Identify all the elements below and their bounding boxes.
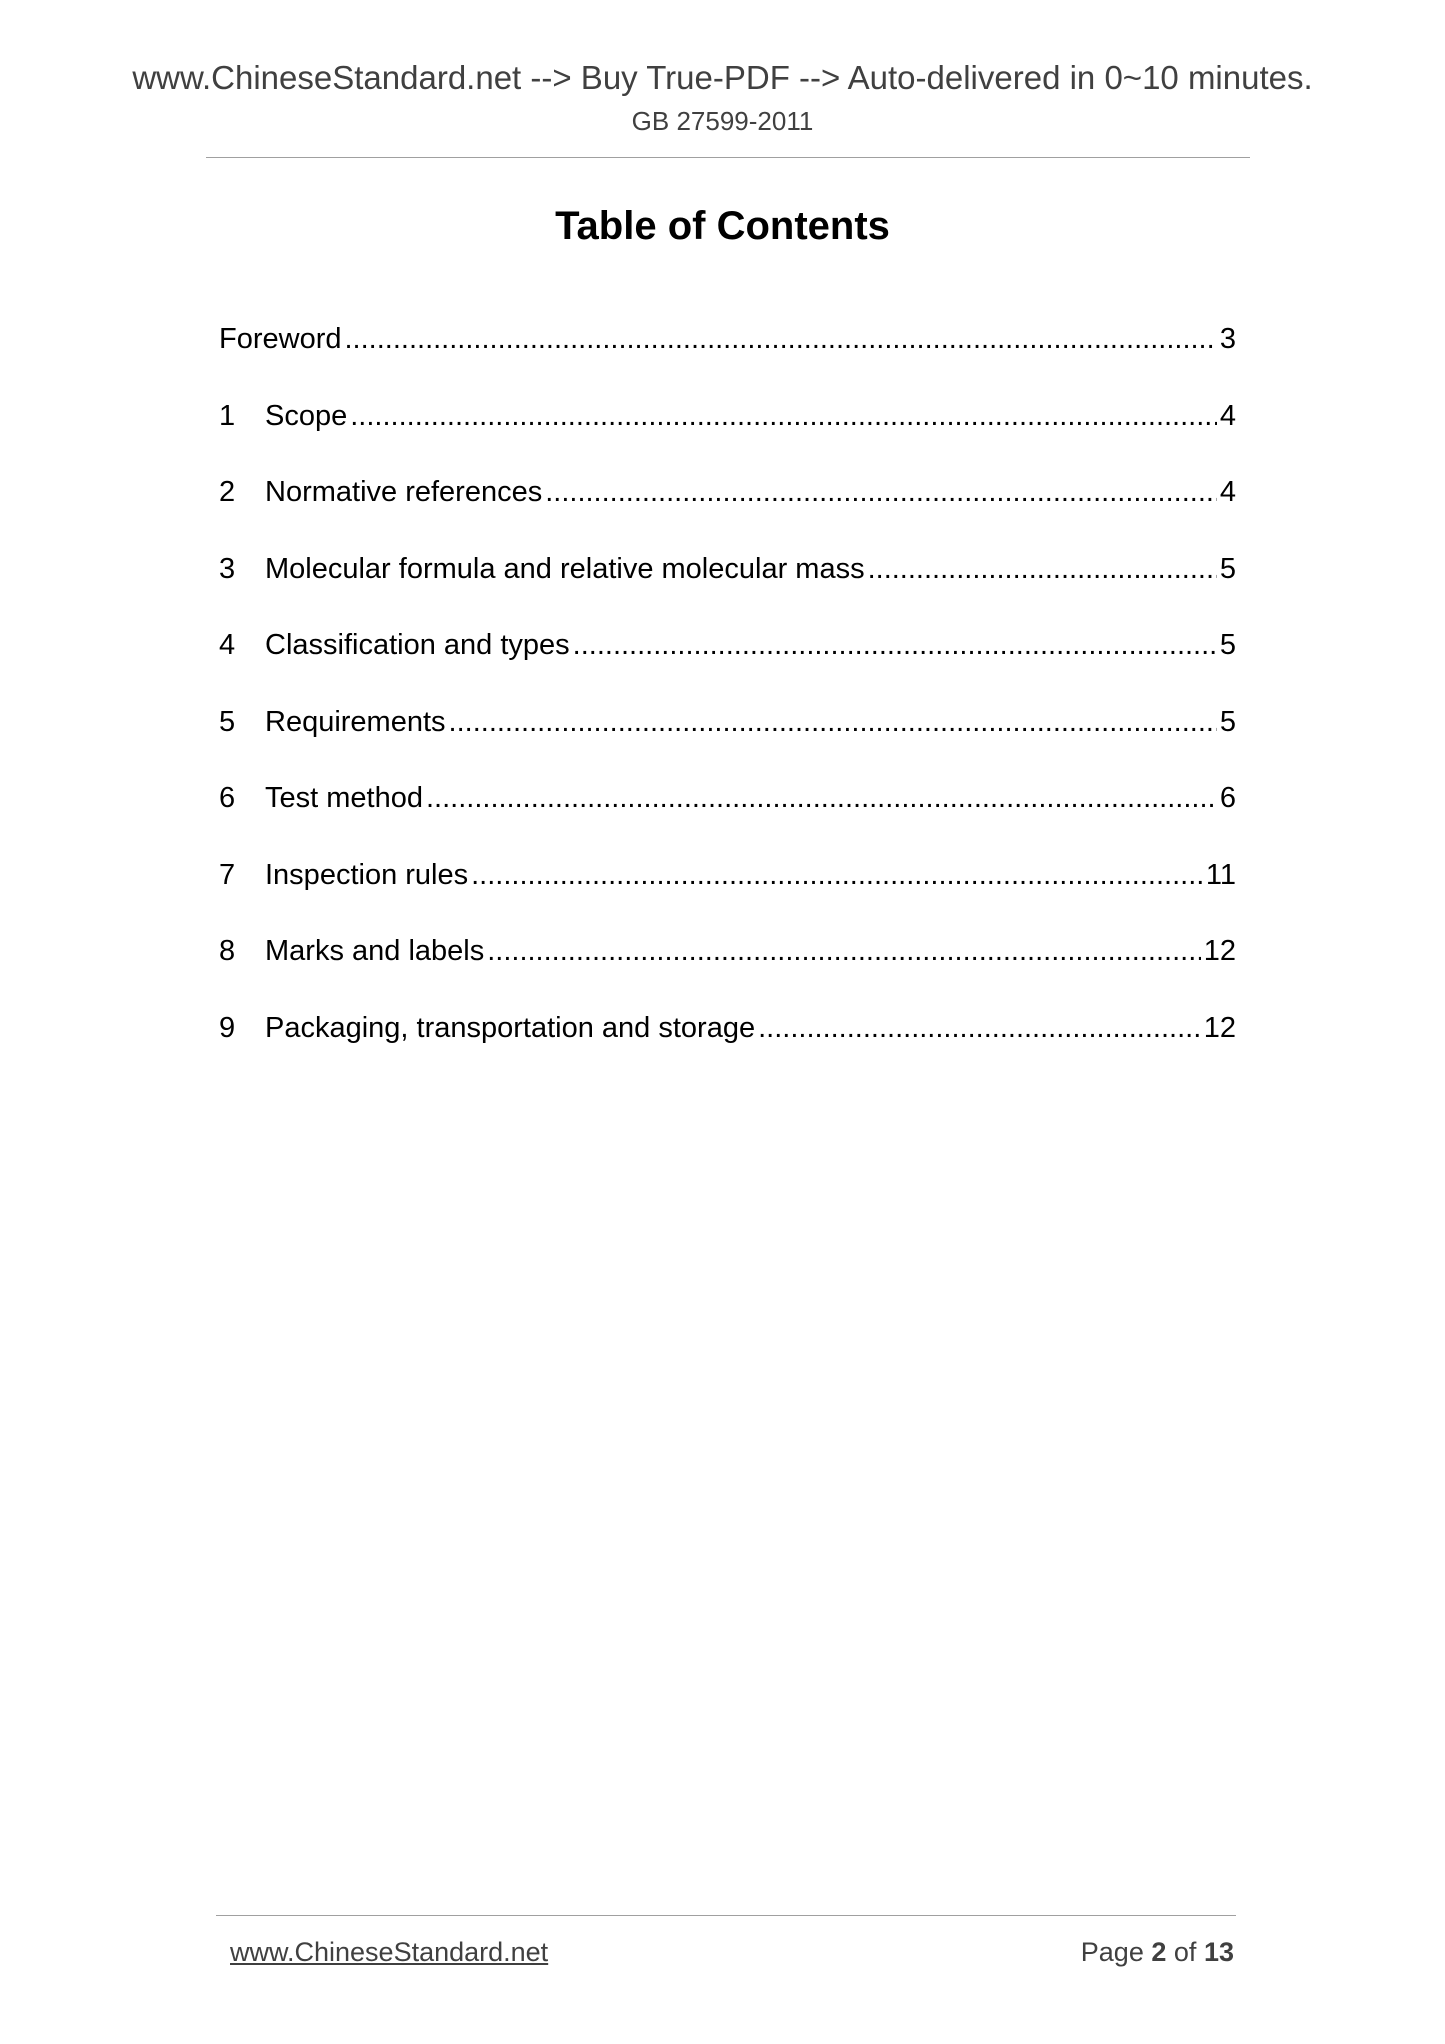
toc-entry-foreword[interactable]	[219, 316, 1236, 393]
toc-leader-dots	[345, 316, 1217, 362]
toc-entry-title: Foreword	[219, 323, 342, 355]
toc-entry-test-method[interactable]	[219, 775, 1236, 852]
toc-entry-title: Marks and labels	[265, 935, 485, 967]
toc-entry-title: Normative references	[265, 476, 543, 508]
toc-entry-page: 5	[1219, 552, 1236, 585]
toc-entry-number: 9	[219, 1011, 236, 1044]
toc-leader-dots	[545, 469, 1217, 515]
toc-leader-dots	[426, 775, 1217, 821]
toc-entry-number: 4	[219, 629, 236, 661]
toc-entry-number: 6	[219, 782, 236, 814]
page-of-label: of	[1173, 1937, 1197, 1967]
toc-entry-page: 5	[1219, 629, 1236, 661]
toc-entry-page: 5	[1219, 705, 1236, 738]
toc-entry-page: 4	[1219, 476, 1236, 508]
toc-leader-dots	[350, 393, 1217, 439]
toc-leader-dots	[573, 622, 1217, 668]
toc-leader-dots	[449, 699, 1217, 745]
toc-entry-title: Scope	[265, 399, 348, 432]
toc-entry-page: 3	[1219, 323, 1236, 355]
toc-entry-marks-and-labels[interactable]	[219, 928, 1236, 1005]
page-label: Page	[1080, 1937, 1144, 1967]
toc-entry-number: 2	[219, 476, 236, 508]
toc-entry-packaging[interactable]	[219, 1005, 1236, 1082]
toc-entry-title: Packaging, transportation and storage	[265, 1011, 756, 1044]
toc-entry-title: Molecular formula and relative molecular mass	[265, 552, 865, 585]
toc-leader-dots	[487, 928, 1201, 974]
table-of-contents	[219, 316, 1236, 1081]
toc-entry-number: 5	[219, 705, 236, 738]
header-banner: www.ChineseStandard.net --> Buy True-PDF --> Auto-delivered in 0~10 minutes.	[132, 59, 1313, 96]
toc-entry-page: 12	[1203, 1011, 1236, 1044]
toc-entry-normative-references[interactable]	[219, 469, 1236, 546]
toc-entry-number: 7	[219, 858, 236, 891]
toc-title: Table of Contents	[555, 204, 890, 248]
toc-entry-page: 6	[1219, 782, 1236, 814]
toc-entry-number: 8	[219, 935, 236, 967]
toc-entry-scope[interactable]	[219, 393, 1236, 470]
toc-entry-page: 11	[1205, 858, 1236, 891]
toc-entry-page: 4	[1219, 399, 1236, 432]
toc-leader-dots	[471, 852, 1203, 898]
toc-entry-title: Test method	[265, 782, 423, 814]
toc-entry-title: Requirements	[265, 705, 446, 738]
toc-entry-number: 1	[219, 399, 236, 432]
toc-entry-title: Classification and types	[265, 629, 570, 661]
footer-website-link[interactable]: www.ChineseStandard.net	[230, 1937, 549, 1967]
toc-leader-dots	[868, 546, 1217, 592]
standard-code: GB 27599-2011	[631, 106, 814, 136]
toc-entry-requirements[interactable]	[219, 699, 1236, 776]
footer-divider	[216, 1915, 1236, 1916]
toc-leader-dots	[758, 1005, 1201, 1051]
toc-entry-page: 12	[1203, 935, 1236, 967]
page-total: 13	[1203, 1937, 1234, 1967]
toc-entry-molecular-formula[interactable]	[219, 546, 1236, 623]
toc-entry-number: 3	[219, 552, 236, 585]
page-number	[1081, 1934, 1234, 1970]
toc-entry-classification[interactable]	[219, 622, 1236, 699]
page-current: 2	[1151, 1937, 1167, 1967]
toc-entry-inspection-rules[interactable]	[219, 852, 1236, 929]
header-divider	[206, 157, 1250, 158]
toc-entry-title: Inspection rules	[265, 858, 469, 891]
